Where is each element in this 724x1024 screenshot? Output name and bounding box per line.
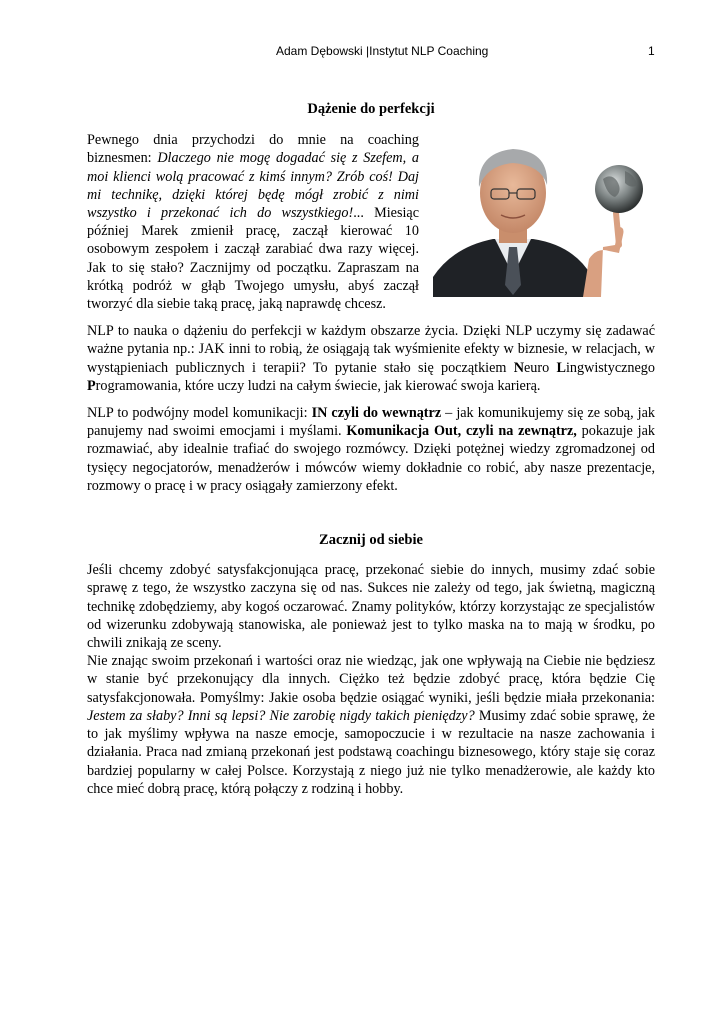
section-heading-perfection: Dążenie do perfekcji: [307, 101, 435, 117]
text-run: – jak komunikujemy się ze sobą, jak panujemy nad swoimi emocjami i myślami.: [87, 405, 655, 440]
italic-quote: Jestem za słaby? Inni są lepsi? Nie zarobię nigdy takich pieniędzy?: [87, 707, 475, 724]
text-run: Pewnego dnia przychodzi do mnie na coaching biznesmen:: [87, 132, 419, 167]
section-heading-start-with-yourself: Zacznij od siebie: [319, 532, 423, 549]
bold-letter: P: [87, 377, 96, 394]
text-run: Musimy zdać sobie sprawę, że to jak myślimy wpływa na nasze emocje, samopoczucie i w rezultacie na nasze zachowania i działania. Praca nad zmianą przekonań jest podstawą coachingu biznesowego, który staje się coraz bardziej popularny w całej Polsce. Korzystają z niego już nie tylko menadżerowie, ale każdy kto chce mieć dobrą pracę, którą połączy z rodziną i hobby.: [87, 707, 655, 797]
text-run: ... Miesiąc później Marek zmienił pracę, zaczął kierować 10 osobowym zespołem i zaczął zarabiać dwa razy więcej. Jak to się stało? Zacznijmy od początku. Zapraszam na krótką podróż w głąb Twojego umysłu, abyś zaczął tworzyć dla siebie taką pracę, jaką naprawdę chcesz.: [87, 205, 420, 313]
page-number: 1: [648, 44, 655, 58]
bold-phrase: IN czyli do wewnątrz: [311, 405, 442, 422]
text-run: NLP to nauka o dążeniu do perfekcji w każdym obszarze życia. Dzięki NLP uczymy się zadawać ważne pytania np.: JAK inni to robią, że osiągają tak wyśmienite efekty w biznesie, w relacjach, w wystąpieniach publicznych i terapii? To pytanie stało się początkiem: [87, 323, 655, 376]
text-run: euro: [523, 359, 557, 376]
start-paragraph-1: Jeśli chcemy zdobyć satysfakcjonująca pracę, przekonać siebie do innych, musimy zdać sobie sprawę z tego, że wszystko zaczyna się od nas. Sukces nie zależy od tego, jak świetną, magiczną technikę zdobędziemy, aby kogoś oczarować. Znamy polityków, którzy korzystając ze specjalistów od wizerunku zdobywają stanowiska, ale ponieważ jest to tylko maska na to mają w środku, po chwili znikają ze sceny.: [87, 562, 655, 652]
bold-phrase: Komunikacja Out, czyli na zewnątrz,: [346, 423, 577, 440]
communication-model-paragraph: [87, 404, 655, 495]
text-run: ingwistycznego: [565, 359, 655, 376]
man-with-globe-photo: [433, 135, 655, 297]
start-paragraph-2: [87, 652, 655, 798]
text-run: NLP to podwójny model komunikacji:: [87, 405, 312, 422]
bold-letter: L: [556, 359, 566, 376]
intro-block: [87, 131, 655, 313]
page-header: [0, 44, 724, 62]
header-title: Adam Dębowski |Instytut NLP Coaching: [276, 44, 489, 58]
text-run: Nie znając swoim przekonań i wartości oraz nie wiedząc, jak one wpływają na Ciebie nie będziesz w stanie być przekonujący dla innych. Ciężko też będzie zdobyć pracę, która będzie Cię satysfakcjonowała. Pomyślmy: Jakie osoba będzie osiągać wyniki, jeśli będzie miała przekonania:: [87, 653, 655, 706]
text-run: pokazuje jak rozmawiać, aby idealnie trafiać do swojego rozmówcy. Dzięki potężnej wiedzy zgromadzonej od tysięcy negocjatorów, menadżerów i mówców wiemy dokładnie co robić, aby nasze prezentacje, rozmowy o pracę i w pracy osiągały zamierzony efekt.: [87, 423, 655, 494]
italic-quote: Dlaczego nie mogę dogadać się z Szefem, a moi klienci wolą pracować z kimś innym? Zrób coś! Daj mi technikę, dzięki której będę mógł zrobić z nimi wszystko i przekonać ich do wszystkiego!: [87, 150, 419, 222]
bold-letter: N: [513, 359, 524, 376]
text-run: rogramowania, które uczy ludzi na całym świecie, jak kierować swoja karierą.: [95, 377, 541, 394]
nlp-definition-paragraph: [87, 322, 655, 395]
document-body: [87, 100, 655, 798]
